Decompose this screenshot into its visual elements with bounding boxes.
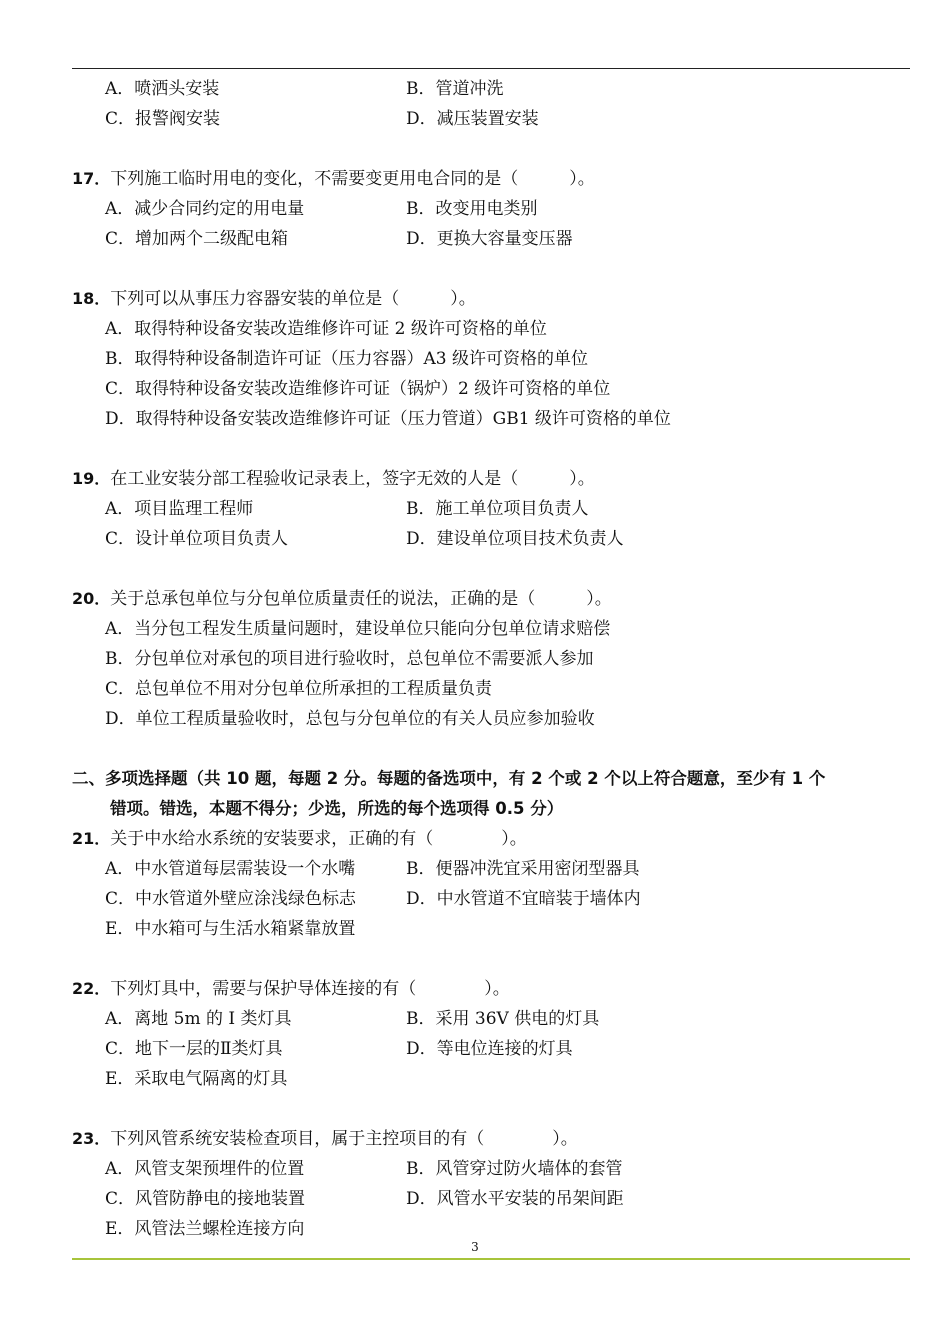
question-21-stem [72,824,922,854]
option-row [72,224,922,254]
option-c: C．中水管道外壁应涂浅绿色标志 [105,889,357,909]
option-c: C．风管防静电的接地装置 [105,1189,306,1209]
option-a: A．当分包工程发生质量问题时，建设单位只能向分包单位请求赔偿 [105,619,611,639]
option-a: A．项目监理工程师 [105,499,254,519]
option-row [72,494,922,524]
question-18-stem [72,284,922,314]
question-number: 18． [72,289,111,308]
question-number: 21． [72,829,111,848]
option-row [72,1034,922,1064]
question-text: 关于总承包单位与分包单位质量责任的说法，正确的是（ ）。 [110,589,612,609]
question-23-stem [72,1124,922,1154]
question-number: 23． [72,1129,111,1148]
option-c: C．地下一层的Ⅱ类灯具 [105,1039,283,1059]
option-row [72,1184,922,1214]
header-rule [72,68,910,69]
section-heading-continued: 错项。错选，本题不得分；少选，所选的每个选项得 0.5 分） [110,799,564,818]
question-20-stem [72,584,922,614]
option-d: D．建设单位项目技术负责人 [406,529,624,549]
option-a: A．减少合同约定的用电量 [105,199,305,219]
option-a: A．风管支架预埋件的位置 [105,1159,305,1179]
question-text: 下列风管系统安装检查项目，属于主控项目的有（ ）。 [110,1129,578,1149]
option-d: D．单位工程质量验收时，总包与分包单位的有关人员应参加验收 [105,709,595,729]
question-number: 19． [72,469,111,488]
page-number: 3 [471,1240,479,1254]
option-d: D．更换大容量变压器 [406,229,573,249]
option-row [72,404,922,434]
option-row [72,1154,922,1184]
question-22-stem [72,974,922,1004]
question-number: 22． [72,979,111,998]
option-b: B．管道冲洗 [406,79,504,99]
question-number: 20． [72,589,111,608]
option-c: C．设计单位项目负责人 [105,529,289,549]
option-row [72,644,922,674]
question-number: 17． [72,169,111,188]
option-e: E．采取电气隔离的灯具 [105,1069,288,1089]
option-row [72,884,922,914]
option-d: D．中水管道不宜暗装于墙体内 [406,889,641,909]
option-row [72,344,922,374]
option-row [72,1004,922,1034]
question-text: 关于中水给水系统的安装要求，正确的有（ ）。 [110,829,527,849]
question-text: 在工业安装分部工程验收记录表上，签字无效的人是（ ）。 [110,469,595,489]
option-c: C．取得特种设备安装改造维修许可证（锅炉）2 级许可资格的单位 [105,379,611,399]
option-row [72,854,922,884]
option-row [72,704,922,734]
option-a: A．离地 5m 的 I 类灯具 [105,1009,292,1029]
option-c: C．总包单位不用对分包单位所承担的工程质量负责 [105,679,493,699]
option-row [72,1064,922,1094]
option-a: A．中水管道每层需装设一个水嘴 [105,859,356,879]
option-d: D．减压装置安装 [406,109,539,129]
option-e: E．风管法兰螺栓连接方向 [105,1219,305,1239]
section-heading: 二、多项选择题（共 10 题，每题 2 分。每题的备选项中，有 2 个或 2 个以上符合题意，至少有 1 个 [72,769,826,788]
option-c: C．报警阀安装 [105,109,221,129]
option-row [72,914,922,944]
option-a: A．取得特种设备安装改造维修许可证 2 级许可资格的单位 [105,319,547,339]
option-b: B．分包单位对承包的项目进行验收时，总包单位不需要派人参加 [105,649,594,669]
option-row [72,524,922,554]
option-row [72,104,922,134]
option-a: A．喷洒头安装 [105,79,220,99]
question-text: 下列灯具中，需要与保护导体连接的有（ ）。 [110,979,510,999]
question-17-stem [72,164,922,194]
option-b: B．取得特种设备制造许可证（压力容器）A3 级许可资格的单位 [105,349,588,369]
question-text: 下列施工临时用电的变化，不需要变更用电合同的是（ ）。 [110,169,595,189]
option-b: B．便器冲洗宜采用密闭型器具 [406,859,640,879]
option-b: B．改变用电类别 [406,199,538,219]
option-d: D．等电位连接的灯具 [406,1039,573,1059]
page-content [72,74,922,1244]
option-row [72,194,922,224]
question-19-stem [72,464,922,494]
option-c: C．增加两个二级配电箱 [105,229,289,249]
option-d: D．取得特种设备安装改造维修许可证（压力管道）GB1 级许可资格的单位 [105,409,671,429]
question-text: 下列可以从事压力容器安装的单位是（ ）。 [110,289,476,309]
option-row [72,74,922,104]
option-b: B．风管穿过防火墙体的套管 [406,1159,623,1179]
option-b: B．施工单位项目负责人 [406,499,589,519]
option-row [72,314,922,344]
option-e: E．中水箱可与生活水箱紧靠放置 [105,919,356,939]
option-d: D．风管水平安装的吊架间距 [406,1189,624,1209]
option-b: B．采用 36V 供电的灯具 [406,1009,600,1029]
option-row [72,374,922,404]
option-row [72,614,922,644]
option-row [72,674,922,704]
footer-rule [72,1258,910,1260]
